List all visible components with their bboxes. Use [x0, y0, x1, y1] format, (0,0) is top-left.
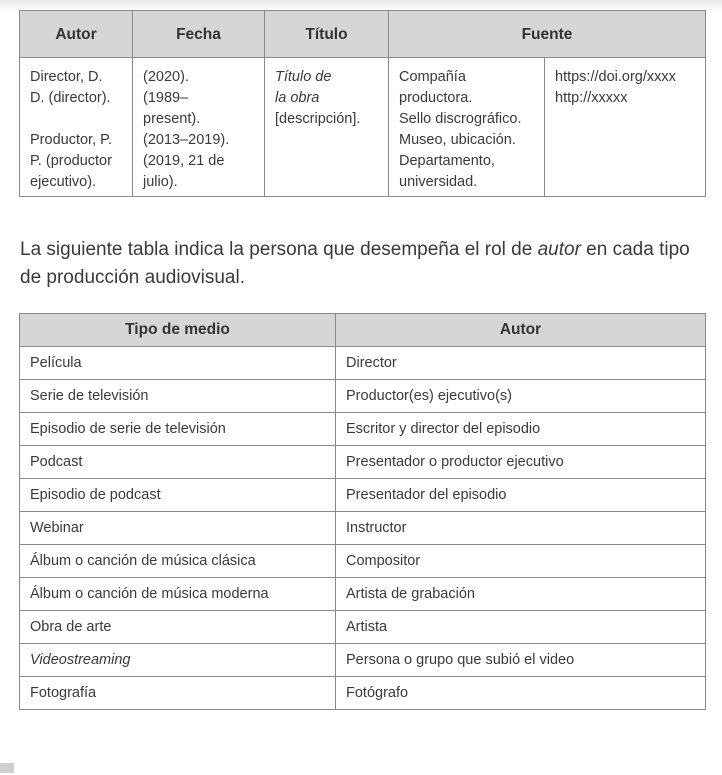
fecha-line: (2019, 21 de	[143, 153, 225, 169]
titulo-line: [descripción].	[275, 111, 361, 127]
paragraph-text: en cada tipo de producción audiovisual.	[20, 239, 690, 288]
medio-cell: Videostreaming	[20, 644, 336, 677]
table-row	[20, 380, 706, 413]
table-row	[20, 479, 706, 512]
role-table	[19, 313, 706, 710]
medio-cell: Episodio de podcast	[20, 479, 336, 512]
table-row	[20, 545, 706, 578]
autor-cell: Productor(es) ejecutivo(s)	[336, 380, 706, 413]
header-tipo-de-medio: Tipo de medio	[20, 314, 336, 347]
table-row	[20, 644, 706, 677]
fuente-line: Museo, ubicación.	[399, 132, 516, 148]
cell-fecha	[133, 58, 265, 197]
reference-body-row	[20, 58, 706, 197]
autor-line: Director, D.	[30, 69, 103, 85]
autor-cell: Instructor	[336, 512, 706, 545]
fuente-line: universidad.	[399, 174, 478, 190]
autor-cell: Artista de grabación	[336, 578, 706, 611]
reference-header-row	[20, 11, 706, 58]
medio-cell: Álbum o canción de música moderna	[20, 578, 336, 611]
cell-titulo	[265, 58, 389, 197]
autor-line: ejecutivo).	[30, 174, 97, 190]
header-autor-role: Autor	[336, 314, 706, 347]
paragraph-text: La siguiente tabla indica la persona que desempeña el rol de	[20, 239, 538, 260]
medio-cell: Episodio de serie de televisión	[20, 413, 336, 446]
role-header-row	[20, 314, 706, 347]
url-line: https://doi.org/xxxx	[555, 69, 676, 85]
paragraph-emphasis: autor	[537, 239, 581, 260]
titulo-line: Título de	[275, 69, 332, 85]
header-fuente: Fuente	[389, 11, 706, 58]
fuente-line: Compañía	[399, 69, 466, 85]
medio-cell: Obra de arte	[20, 611, 336, 644]
table-row	[20, 446, 706, 479]
autor-cell: Fotógrafo	[336, 677, 706, 710]
top-shade	[0, 0, 722, 10]
medio-cell: Fotografía	[20, 677, 336, 710]
header-fecha: Fecha	[133, 11, 265, 58]
fuente-line: productora.	[399, 90, 473, 106]
autor-line: P. (productor	[30, 153, 112, 169]
table-row	[20, 611, 706, 644]
fecha-line: (2013–2019).	[143, 132, 230, 148]
autor-cell: Presentador o productor ejecutivo	[336, 446, 706, 479]
autor-cell: Presentador del episodio	[336, 479, 706, 512]
table-row	[20, 677, 706, 710]
fecha-line: julio).	[143, 174, 178, 190]
medio-cell: Webinar	[20, 512, 336, 545]
medio-cell: Podcast	[20, 446, 336, 479]
fecha-line: (2020).	[143, 69, 189, 85]
reference-format-table	[19, 10, 706, 197]
table-row	[20, 512, 706, 545]
header-titulo: Título	[265, 11, 389, 58]
fecha-line: present).	[143, 111, 201, 127]
autor-cell: Compositor	[336, 545, 706, 578]
titulo-line: la obra	[275, 90, 320, 106]
cell-fuente	[389, 58, 545, 197]
medio-cell: Álbum o canción de música clásica	[20, 545, 336, 578]
autor-cell: Artista	[336, 611, 706, 644]
medio-cell: Película	[20, 347, 336, 380]
fuente-line: Sello discrográfico.	[399, 111, 522, 127]
intro-paragraph	[20, 236, 710, 292]
fecha-line: (1989–	[143, 90, 189, 106]
table-row	[20, 347, 706, 380]
cell-autor	[20, 58, 133, 197]
table-row	[20, 413, 706, 446]
fuente-line: Departamento,	[399, 153, 495, 169]
url-line: http://xxxxx	[555, 90, 628, 106]
autor-cell: Persona o grupo que subió el video	[336, 644, 706, 677]
medio-cell: Serie de televisión	[20, 380, 336, 413]
cell-urls	[545, 58, 706, 197]
page-corner-mark	[0, 763, 14, 773]
autor-line: Productor, P.	[30, 132, 112, 148]
header-autor: Autor	[20, 11, 133, 58]
autor-line: D. (director).	[30, 90, 111, 106]
autor-cell: Escritor y director del episodio	[336, 413, 706, 446]
autor-cell: Director	[336, 347, 706, 380]
table-row	[20, 578, 706, 611]
